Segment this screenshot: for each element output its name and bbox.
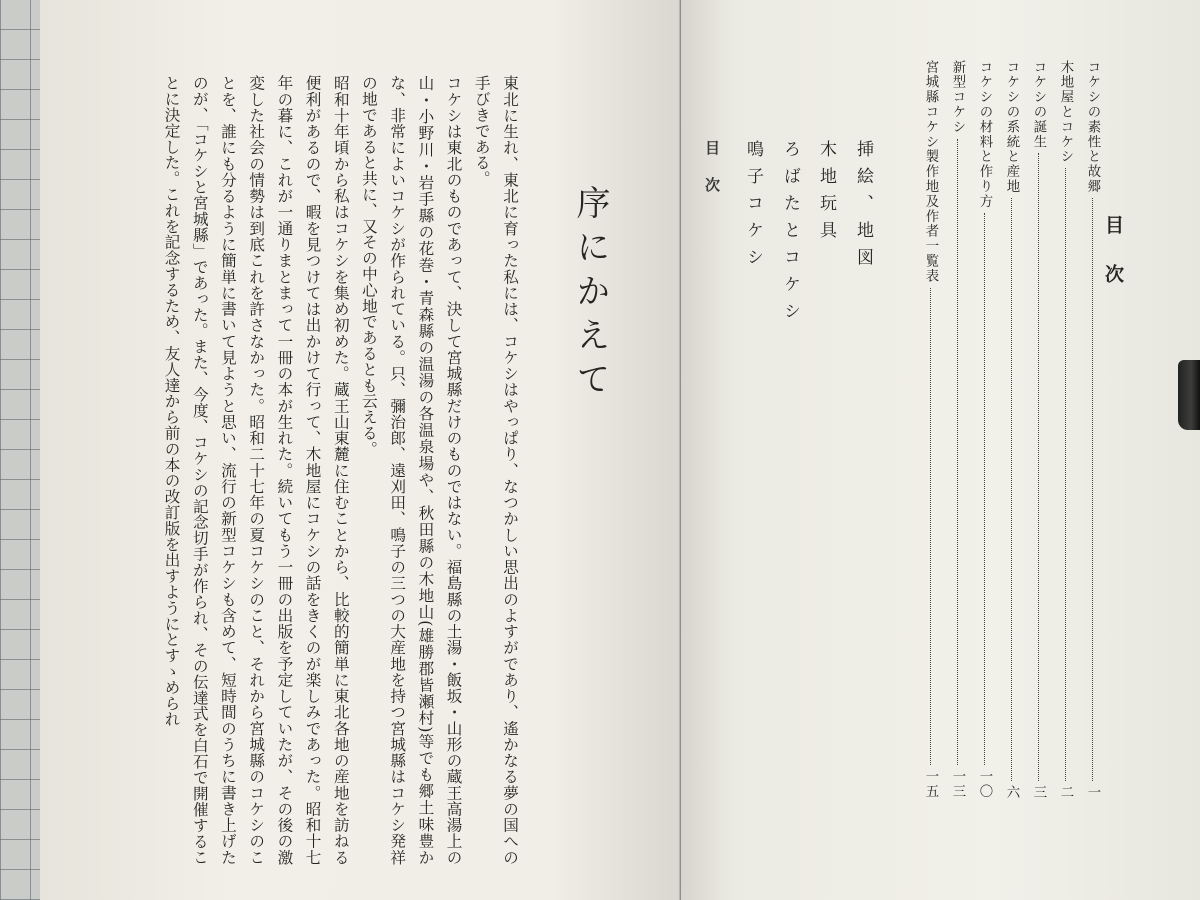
toc-entry[interactable] xyxy=(971,60,998,800)
binder-clip xyxy=(1178,360,1200,430)
toc-entry[interactable] xyxy=(1052,60,1079,800)
toc-entry[interactable] xyxy=(917,60,944,800)
toc-entry-title: コケシの系統と産地 xyxy=(1004,60,1019,195)
left-page xyxy=(40,0,680,900)
preface-title: 序にかえて xyxy=(570,185,610,405)
preface-paragraph-2: コケシは東北のものであって、決して宮城縣だけのものではない。福島縣の土湯・飯坂・山形の蔵王高湯上の山・小野川・岩手縣の花巻・青森縣の温湯の各温泉場や、秋田縣の木地山(雄勝郡皆瀬村)等でも郷土味豊かな、非常によいコケシが作られている。只、彌治郎、遠刈田、鳴子の三つの大産地を持つ宮城縣はコケシ発祥の地であると共に、又その中心地であるとも云える。 xyxy=(359,75,463,865)
toc-entry-page: 二 xyxy=(1058,784,1073,800)
right-page xyxy=(681,0,1200,900)
preface-body xyxy=(104,75,524,865)
preface-paragraph-3: 昭和十年頃から私はコケシを集め初めた。蔵王山東麓に住むことから、比較的簡単に東北各地の産地を訪ねる便利があるので、暇を見つけては出かけて行って、木地屋にコケシの話をきくのが楽しみであった。昭和十七年の暮に、これが一通りまとまって一冊の本が生れた。続いてもう一冊の出版を予定していたが、その後の激変した社会の情勢は到底これを許さなかった。昭和二十七年の夏コケシのこと、それから宮城縣のコケシのことを、誰にも分るように簡単に書いて見ようと思い、流行の新型コケシも含めて、短時間のうちに書き上げたのが、「コケシと宮城縣」であった。また、今度、コケシの記念切手が作られ、その伝達式を白石で開催することに決定した。これを記念するため、友人達から前の本の改訂版を出すようにとすゝめられ xyxy=(162,75,350,865)
toc-entry-title: コケシの誕生 xyxy=(1031,60,1046,150)
toc-sub-heading: 目次 xyxy=(703,140,721,214)
illustration-entry[interactable]: 木地玩具 xyxy=(816,140,836,248)
toc-entry[interactable] xyxy=(1025,60,1052,800)
toc-entry-title: コケシの材料と作り方 xyxy=(977,60,992,209)
toc-entry-page: 六 xyxy=(1004,784,1019,800)
toc-entry-title: 宮城縣コケシ製作地及作者一覧表 xyxy=(923,60,938,284)
toc-leader-dots xyxy=(1065,168,1066,780)
toc-entry-title: 新型コケシ xyxy=(950,60,965,135)
toc-list xyxy=(917,60,1106,800)
illustration-entry[interactable]: 鳴子コケシ xyxy=(743,140,763,275)
toc-leader-dots xyxy=(1011,198,1012,780)
toc-leader-dots xyxy=(984,213,985,765)
toc-leader-dots xyxy=(1092,198,1093,780)
preface-paragraph-1: 東北に生れ、東北に育った私には、コケシはやっぱり、なつかしい思出のよすがであり、遙かなる夢の国への手びきである。 xyxy=(472,75,519,865)
illustration-entry[interactable]: ろばたとコケシ xyxy=(780,140,800,329)
toc-entry[interactable] xyxy=(1079,60,1106,800)
cutting-mat xyxy=(0,0,40,900)
toc-entry-page: 一 xyxy=(1085,784,1100,800)
toc-entry-page: 一五 xyxy=(923,769,938,800)
toc-entry-page: 一三 xyxy=(950,769,965,800)
toc-leader-dots xyxy=(957,139,958,766)
toc-entry-page: 三 xyxy=(1031,784,1046,800)
toc-entry-title: コケシの素性と故郷 xyxy=(1085,60,1100,195)
toc-leader-dots xyxy=(1038,153,1039,780)
toc-entry-title: 木地屋とコケシ xyxy=(1058,60,1073,165)
toc-entry[interactable] xyxy=(944,60,971,800)
toc-heading: 目次 xyxy=(1102,215,1124,313)
illustration-entry[interactable]: 挿絵、地図 xyxy=(853,140,873,275)
toc-entry-page: 一〇 xyxy=(977,769,992,800)
toc-entry[interactable] xyxy=(998,60,1025,800)
toc-leader-dots xyxy=(930,288,931,766)
